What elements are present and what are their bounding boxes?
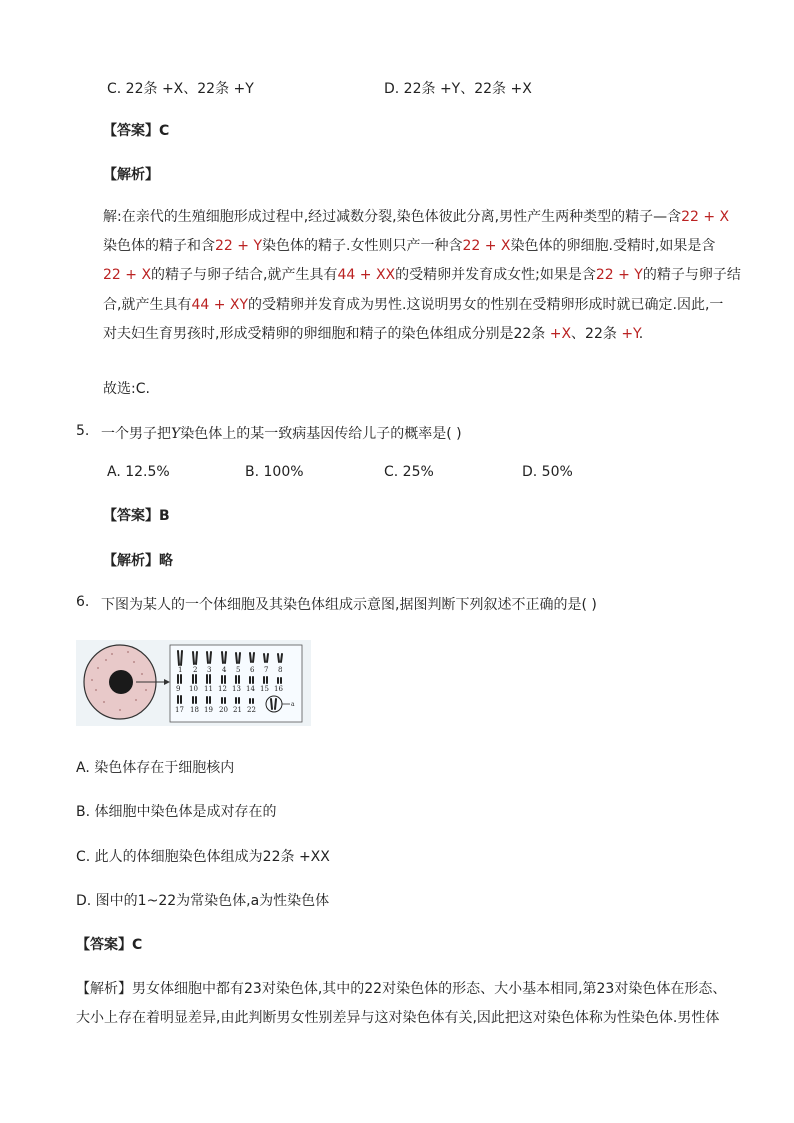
label-17: 17 xyxy=(175,706,184,714)
q4-expl-line-1 xyxy=(103,206,729,226)
label-4: 4 xyxy=(222,666,227,674)
q4-expl-line-2 xyxy=(103,235,715,255)
math: 44 + XY xyxy=(191,297,249,313)
text: 的精子与卵子结合,就产生具有 xyxy=(151,267,338,283)
text: 解:在亲代的生殖细胞形成过程中,经过减数分裂,染色体彼此分离,男性产生两种类型的精子—含 xyxy=(103,209,682,225)
karyotype-svg xyxy=(76,640,311,726)
math: 22 + X xyxy=(103,267,152,283)
text: 合,就产生具有 xyxy=(103,297,192,313)
label-3: 3 xyxy=(207,666,212,674)
text: . xyxy=(638,326,644,342)
label-a: a xyxy=(291,701,295,708)
q6-option-d: D. 图中的1~22为常染色体,a为性染色体 xyxy=(76,893,330,909)
q6-answer: 【答案】C xyxy=(76,937,143,953)
math: +X xyxy=(545,326,572,342)
q4-analysis-label: 【解析】 xyxy=(103,167,159,183)
math: 22 + Y xyxy=(215,238,262,254)
q5-stem xyxy=(101,423,462,443)
text: 染色体的精子.女性则只产一种含 xyxy=(262,238,463,254)
math: +Y xyxy=(616,326,639,342)
q4-answer: 【答案】C xyxy=(103,123,170,139)
math: 44 + XX xyxy=(337,267,396,283)
q6-number: 6. xyxy=(76,594,90,610)
math: 22 + Y xyxy=(595,267,643,283)
q6-option-c: C. 此人的体细胞染色体组成为22条 +XX xyxy=(76,849,330,865)
text: 的受精卵并发育成为男性.这说明男女的性别在受精卵形成时就已确定.因此,一 xyxy=(248,297,724,313)
q6-option-a: A. 染色体存在于细胞核内 xyxy=(76,760,235,776)
label-6: 6 xyxy=(250,666,255,674)
q5-option-b: B. 100% xyxy=(245,464,304,480)
q4-expl-line-3 xyxy=(103,264,741,284)
q4-expl-line-4 xyxy=(103,294,723,314)
cell-nucleus xyxy=(109,670,133,694)
math: 22 + X xyxy=(462,238,511,254)
label-7: 7 xyxy=(264,666,269,674)
label-1: 1 xyxy=(178,666,183,674)
q6-option-b: B. 体细胞中染色体是成对存在的 xyxy=(76,804,277,820)
pointer-arrow-head xyxy=(164,679,170,685)
q6-analysis-line-2: 大小上存在着明显差异,由此判断男女性别差异与这对染色体有关,因此把这对染色体称为性染色体.男性体 xyxy=(76,1010,720,1026)
q4-option-d: D. 22条 +Y、22条 +X xyxy=(384,81,532,97)
label-13: 13 xyxy=(232,685,241,693)
text: 染色体的精子和含 xyxy=(103,238,215,254)
label-18: 18 xyxy=(190,706,199,714)
text: 对夫妇生育男孩时,形成受精卵的卵细胞和精子的染色体组成分别是22条 xyxy=(103,326,546,342)
q5-option-c: C. 25% xyxy=(384,464,434,480)
q6-stem: 下图为某人的一个体细胞及其染色体组成示意图,据图判断下列叙述不正确的是( ) xyxy=(101,597,597,613)
label-10: 10 xyxy=(189,685,198,693)
q4-option-c: C. 22条 +X、22条 +Y xyxy=(107,81,254,97)
label-11: 11 xyxy=(204,685,213,693)
label-20: 20 xyxy=(219,706,228,714)
label-8: 8 xyxy=(278,666,283,674)
label-21: 21 xyxy=(233,706,242,714)
text: 、22条 xyxy=(571,326,617,342)
label-12: 12 xyxy=(218,685,227,693)
label-19: 19 xyxy=(204,706,213,714)
label-2: 2 xyxy=(193,666,198,674)
label-16: 16 xyxy=(274,685,283,693)
variable: Y xyxy=(171,426,181,442)
label-5: 5 xyxy=(236,666,241,674)
q5-option-d: D. 50% xyxy=(522,464,573,480)
q5-number: 5. xyxy=(76,423,90,439)
label-9: 9 xyxy=(176,685,181,693)
math: 22 + X xyxy=(681,209,730,225)
q5-option-a: A. 12.5% xyxy=(107,464,170,480)
label-14: 14 xyxy=(246,685,255,693)
text: 染色体的卵细胞.受精时,如果是含 xyxy=(510,238,716,254)
q4-expl-line-5 xyxy=(103,323,643,343)
text: 一个男子把 xyxy=(101,426,171,442)
karyotype-figure xyxy=(76,640,311,726)
text: 的精子与卵子结 xyxy=(642,267,741,283)
label-15: 15 xyxy=(260,685,269,693)
q5-analysis: 【解析】略 xyxy=(103,553,173,569)
q5-answer: 【答案】B xyxy=(103,508,170,524)
q4-expl-conclusion: 故选:C. xyxy=(103,381,150,397)
text: 染色体上的某一致病基因传给儿子的概率是( ) xyxy=(180,426,462,442)
q6-analysis-line-1: 【解析】男女体细胞中都有23对染色体,其中的22对染色体的形态、大小基本相同,第23对染色体在形态、 xyxy=(76,981,727,997)
label-22: 22 xyxy=(247,706,256,714)
text: 的受精卵并发育成女性;如果是含 xyxy=(395,267,596,283)
